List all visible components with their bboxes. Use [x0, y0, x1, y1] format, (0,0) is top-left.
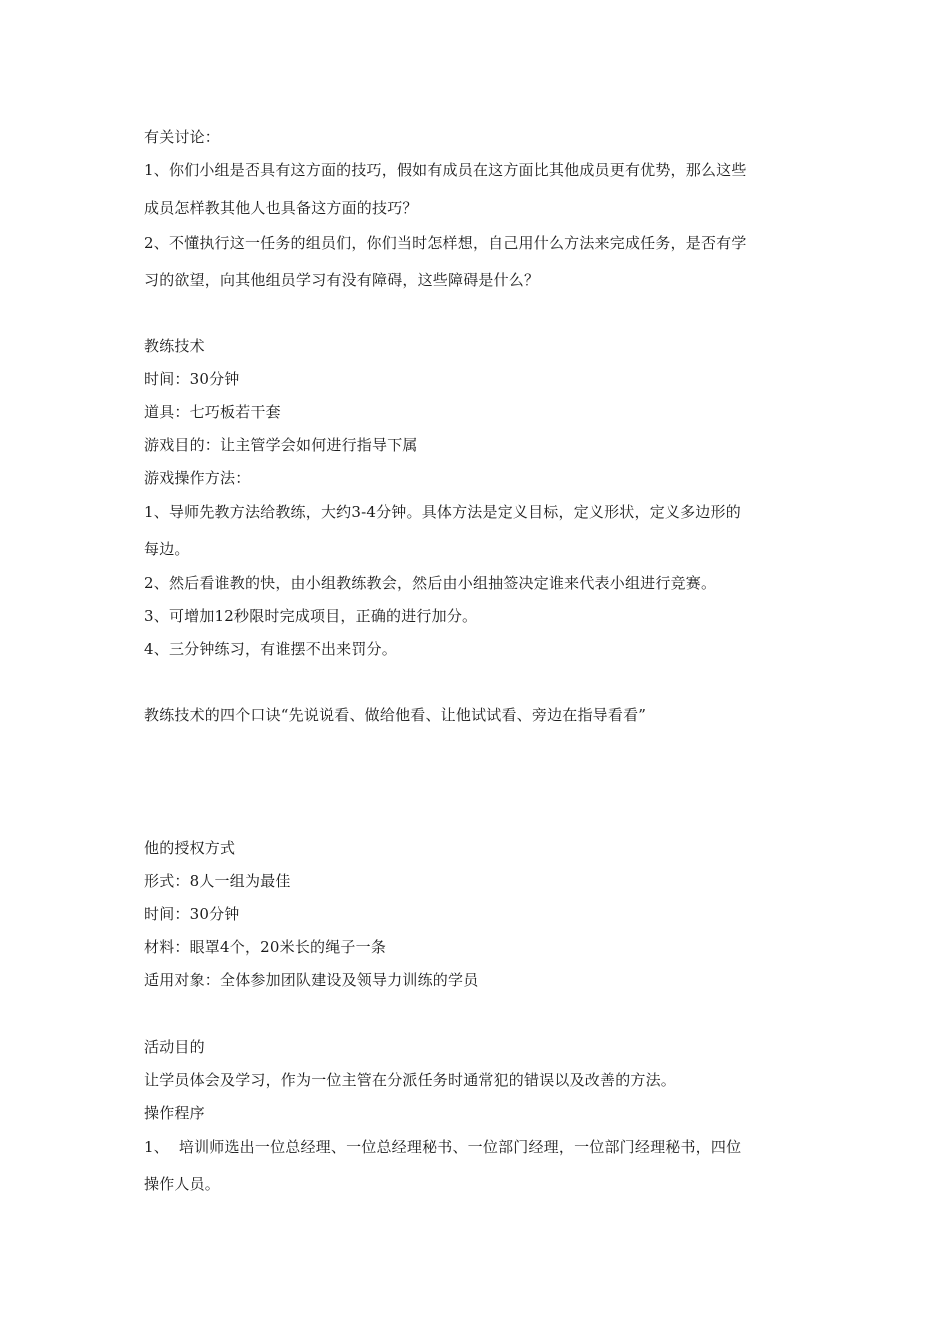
coaching-goal: 游戏目的：让主管学会如何进行指导下属 — [144, 436, 418, 454]
coaching-time: 时间：30分钟 — [144, 370, 240, 388]
coaching-motto: 教练技术的四个口诀“先说说看、做给他看、让他试试看、旁边在指导看看” — [144, 706, 647, 724]
procedure-heading: 操作程序 — [144, 1104, 205, 1122]
discussion-heading: 有关讨论： — [144, 128, 221, 146]
discussion-question-2-line-1: 2、不懂执行这一任务的组员们，你们当时怎样想，自己用什么方法来完成任务，是否有学 — [144, 234, 747, 252]
purpose-heading: 活动目的 — [144, 1038, 205, 1056]
discussion-question-1-line-1: 1、你们小组是否具有这方面的技巧，假如有成员在这方面比其他成员更有优势，那么这些 — [144, 161, 747, 179]
coaching-title: 教练技术 — [144, 337, 205, 355]
delegation-form: 形式：8人一组为最佳 — [144, 872, 291, 890]
discussion-question-2-line-2: 习的欲望，向其他组员学习有没有障碍，这些障碍是什么？ — [144, 271, 540, 289]
delegation-materials: 材料：眼罩4个，20米长的绳子一条 — [144, 938, 387, 956]
coaching-step-4: 4、三分钟练习，有谁摆不出来罚分。 — [144, 640, 397, 658]
procedure-step-1-line-2: 操作人员。 — [144, 1175, 221, 1193]
coaching-props: 道具：七巧板若干套 — [144, 403, 281, 421]
coaching-step-1-line-2: 每边。 — [144, 540, 190, 558]
delegation-time: 时间：30分钟 — [144, 905, 240, 923]
procedure-step-1-line-1: 1、 培训师选出一位总经理、一位总经理秘书、一位部门经理，一位部门经理秘书，四位 — [144, 1138, 742, 1156]
coaching-step-3: 3、可增加12秒限时完成项目，正确的进行加分。 — [144, 607, 478, 625]
discussion-question-1-line-2: 成员怎样教其他人也具备这方面的技巧？ — [144, 199, 418, 217]
coaching-step-1-line-1: 1、导师先教方法给教练，大约3-4分钟。具体方法是定义目标，定义形状，定义多边形的 — [144, 503, 741, 521]
delegation-title: 他的授权方式 — [144, 839, 236, 857]
coaching-method-heading: 游戏操作方法： — [144, 469, 251, 487]
coaching-step-2: 2、然后看谁教的快，由小组教练教会，然后由小组抽签决定谁来代表小组进行竞赛。 — [144, 574, 717, 592]
purpose-text: 让学员体会及学习，作为一位主管在分派任务时通常犯的错误以及改善的方法。 — [144, 1071, 677, 1089]
delegation-audience: 适用对象：全体参加团队建设及领导力训练的学员 — [144, 971, 479, 989]
